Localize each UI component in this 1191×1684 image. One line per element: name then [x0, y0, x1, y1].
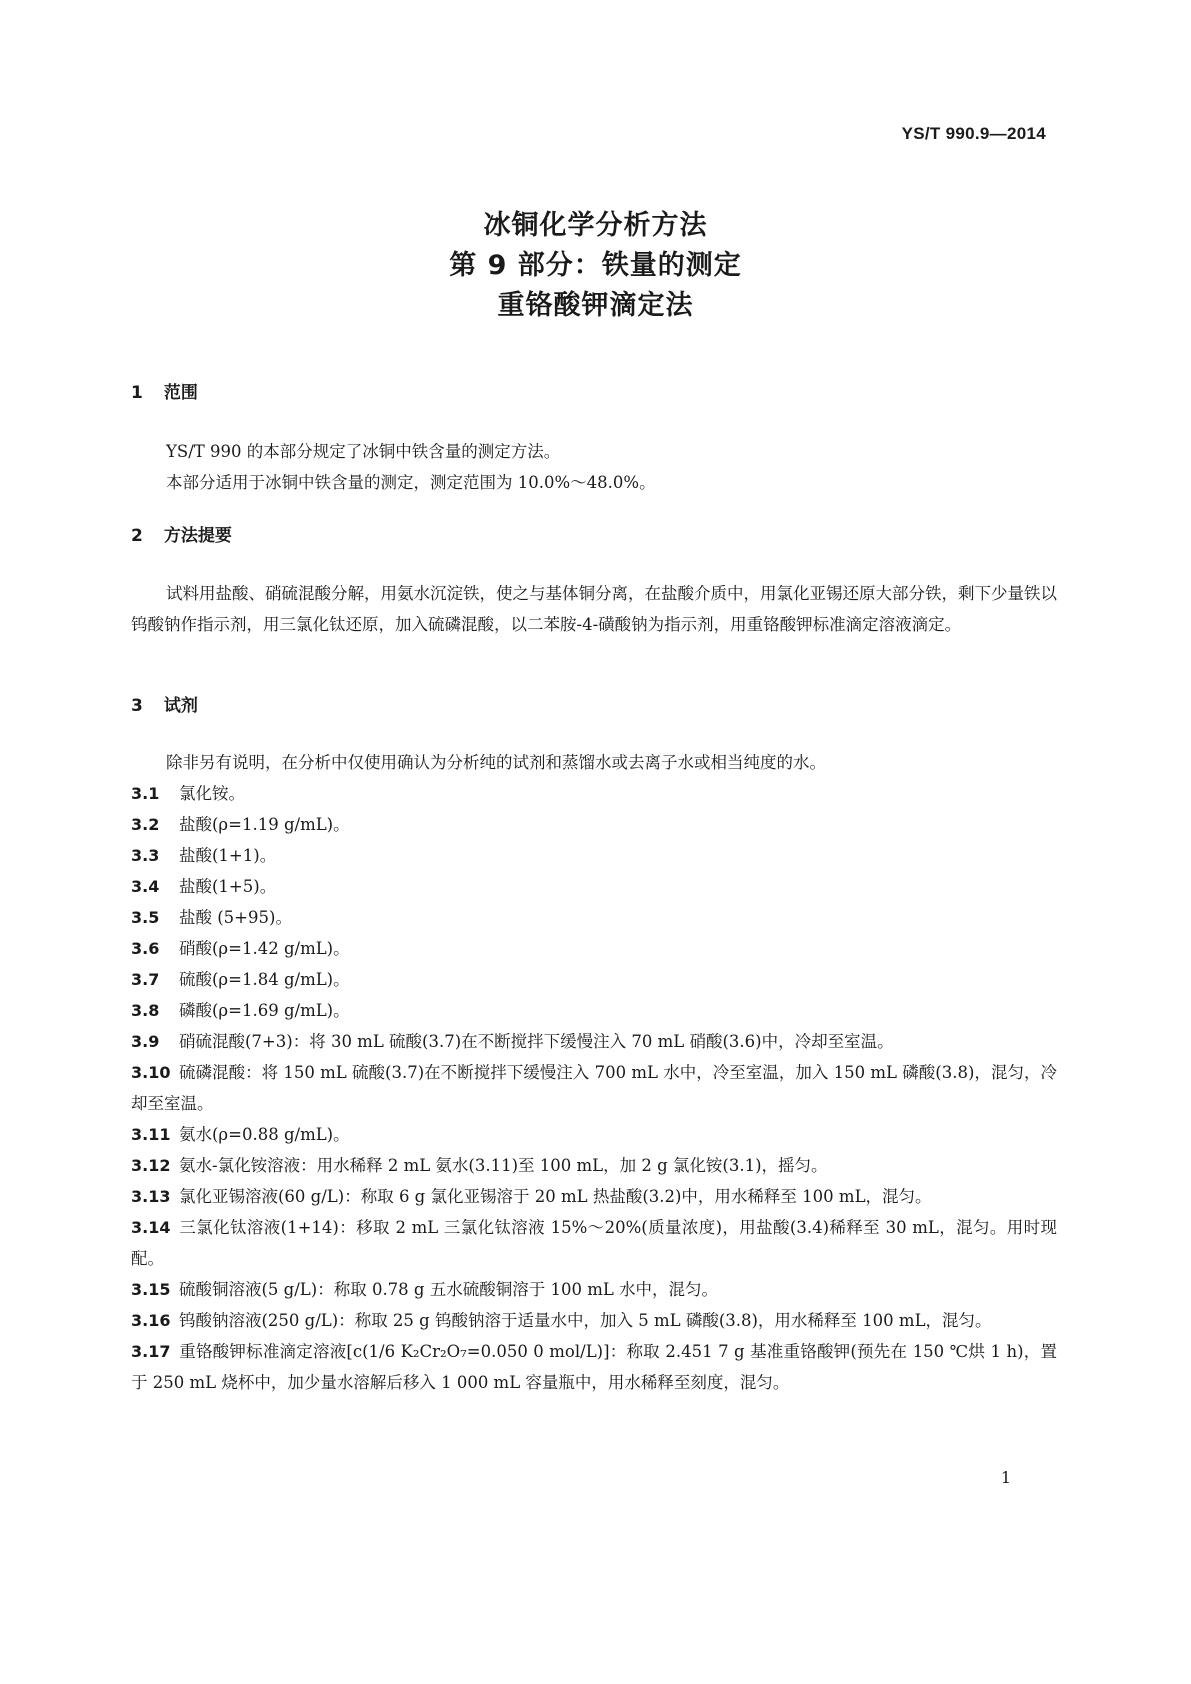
item-number: 3.8 [131, 1001, 160, 1020]
section-1 [131, 378, 1057, 409]
section-title: 范围 [163, 383, 198, 403]
item-number: 3.6 [131, 939, 160, 958]
section-3-heading [131, 691, 1057, 722]
item-number: 3.10 [131, 1063, 171, 1082]
item-text: 磷酸(ρ=1.69 g/mL)。 [179, 1001, 350, 1020]
reagent-item [131, 778, 1057, 809]
item-number: 3.1 [131, 784, 160, 803]
reagent-item [131, 809, 1057, 840]
item-text: 钨酸钠溶液(250 g/L)：称取 25 g 钨酸钠溶于适量水中，加入 5 mL 磷酸(3.8)，用水稀释至 100 mL，混匀。 [179, 1311, 992, 1330]
paragraph: 本部分适用于冰铜中铁含量的测定，测定范围为 10.0%～48.0%。 [166, 473, 656, 492]
section-2-body [131, 578, 1057, 640]
title-line-2: 第 9 部分：铁量的测定 [449, 250, 742, 281]
section-number: 2 [131, 526, 143, 546]
page-number: 1 [1000, 1468, 1011, 1487]
item-text: 氨水-氯化铵溶液：用水稀释 2 mL 氨水(3.11)至 100 mL，加 2 g 氯化铵(3.1)，摇匀。 [179, 1156, 828, 1175]
item-number: 3.17 [131, 1342, 171, 1361]
item-text: 氨水(ρ=0.88 g/mL)。 [179, 1125, 350, 1144]
reagent-item [131, 1057, 1057, 1119]
item-number: 3.11 [131, 1125, 171, 1144]
paragraph: YS/T 990 的本部分规定了冰铜中铁含量的测定方法。 [166, 442, 561, 461]
section-title: 方法提要 [163, 526, 232, 546]
item-text: 盐酸(1+5)。 [179, 877, 277, 896]
item-number: 3.12 [131, 1156, 171, 1175]
title-line-3: 重铬酸钾滴定法 [497, 290, 694, 321]
item-text: 硫酸(ρ=1.84 g/mL)。 [179, 970, 350, 989]
reagent-item [131, 840, 1057, 871]
reagent-item [131, 1181, 1057, 1212]
item-number: 3.4 [131, 877, 160, 896]
reagent-item [131, 871, 1057, 902]
item-text: 氯化铵。 [179, 784, 245, 803]
item-text: 硫酸铜溶液(5 g/L)：称取 0.78 g 五水硫酸铜溶于 100 mL 水中，混匀。 [179, 1280, 719, 1299]
title-line-1: 冰铜化学分析方法 [483, 210, 708, 241]
reagent-item [131, 933, 1057, 964]
reagent-item [131, 1026, 1057, 1057]
item-number: 3.14 [131, 1218, 171, 1237]
reagent-item [131, 1305, 1057, 1336]
reagent-item [131, 995, 1057, 1026]
section-number: 3 [131, 696, 143, 716]
section-1-heading [131, 378, 1057, 409]
section-1-body [131, 436, 1057, 498]
item-text: 盐酸(1+1)。 [179, 846, 277, 865]
section-2-heading [131, 521, 1057, 552]
item-number: 3.7 [131, 970, 160, 989]
section-3-body [131, 747, 1057, 1398]
reagent-item [131, 1336, 1057, 1398]
document-title [0, 206, 1191, 326]
item-number: 3.15 [131, 1280, 171, 1299]
item-text: 硝酸(ρ=1.42 g/mL)。 [179, 939, 350, 958]
reagent-item [131, 1212, 1057, 1274]
item-text: 重铬酸钾标准滴定溶液[c(1/6 K₂Cr₂O₇=0.050 0 mol/L)]：称取 2.451 7 g 基准重铬酸钾(预先在 150 ℃烘 1 h)，置于 250 mL 烧杯中，加少量水溶解后移入 1 000 mL 容量瓶中，用水稀释至刻度，混匀。 [131, 1342, 1057, 1392]
item-number: 3.5 [131, 908, 160, 927]
item-number: 3.16 [131, 1311, 171, 1330]
item-text: 硫磷混酸：将 150 mL 硫酸(3.7)在不断搅拌下缓慢注入 700 mL 水中，冷至室温，加入 150 mL 磷酸(3.8)，混匀，冷却至室温。 [131, 1063, 1057, 1113]
item-number: 3.2 [131, 815, 160, 834]
reagent-item [131, 964, 1057, 995]
reagent-item [131, 902, 1057, 933]
item-number: 3.9 [131, 1032, 160, 1051]
item-text: 氯化亚锡溶液(60 g/L)：称取 6 g 氯化亚锡溶于 20 mL 热盐酸(3.2)中，用水稀释至 100 mL，混匀。 [179, 1187, 932, 1206]
item-number: 3.3 [131, 846, 160, 865]
reagent-item [131, 1150, 1057, 1181]
reagent-item [131, 1119, 1057, 1150]
section-title: 试剂 [163, 696, 198, 716]
item-text: 盐酸(ρ=1.19 g/mL)。 [179, 815, 350, 834]
paragraph: 试料用盐酸、硝硫混酸分解，用氨水沉淀铁，使之与基体铜分离，在盐酸介质中，用氯化亚锡还原大部分铁，剩下少量铁以钨酸钠作指示剂，用三氯化钛还原，加入硫磷混酸，以二苯胺-4-磺酸钠为指示剂，用重铬酸钾标准滴定溶液滴定。 [131, 584, 1057, 634]
paragraph: 除非另有说明，在分析中仅使用确认为分析纯的试剂和蒸馏水或去离子水或相当纯度的水。 [166, 753, 826, 772]
standard-code: YS/T 990.9—2014 [901, 124, 1046, 143]
item-text: 硝硫混酸(7+3)：将 30 mL 硫酸(3.7)在不断搅拌下缓慢注入 70 mL 硝酸(3.6)中，冷却至室温。 [179, 1032, 894, 1051]
item-text: 盐酸 (5+95)。 [179, 908, 292, 927]
section-2 [131, 521, 1057, 552]
reagent-item [131, 1274, 1057, 1305]
item-number: 3.13 [131, 1187, 171, 1206]
item-text: 三氯化钛溶液(1+14)：移取 2 mL 三氯化钛溶液 15%～20%(质量浓度)，用盐酸(3.4)稀释至 30 mL，混匀。用时现配。 [131, 1218, 1057, 1268]
section-3 [131, 691, 1057, 722]
section-number: 1 [131, 383, 143, 403]
